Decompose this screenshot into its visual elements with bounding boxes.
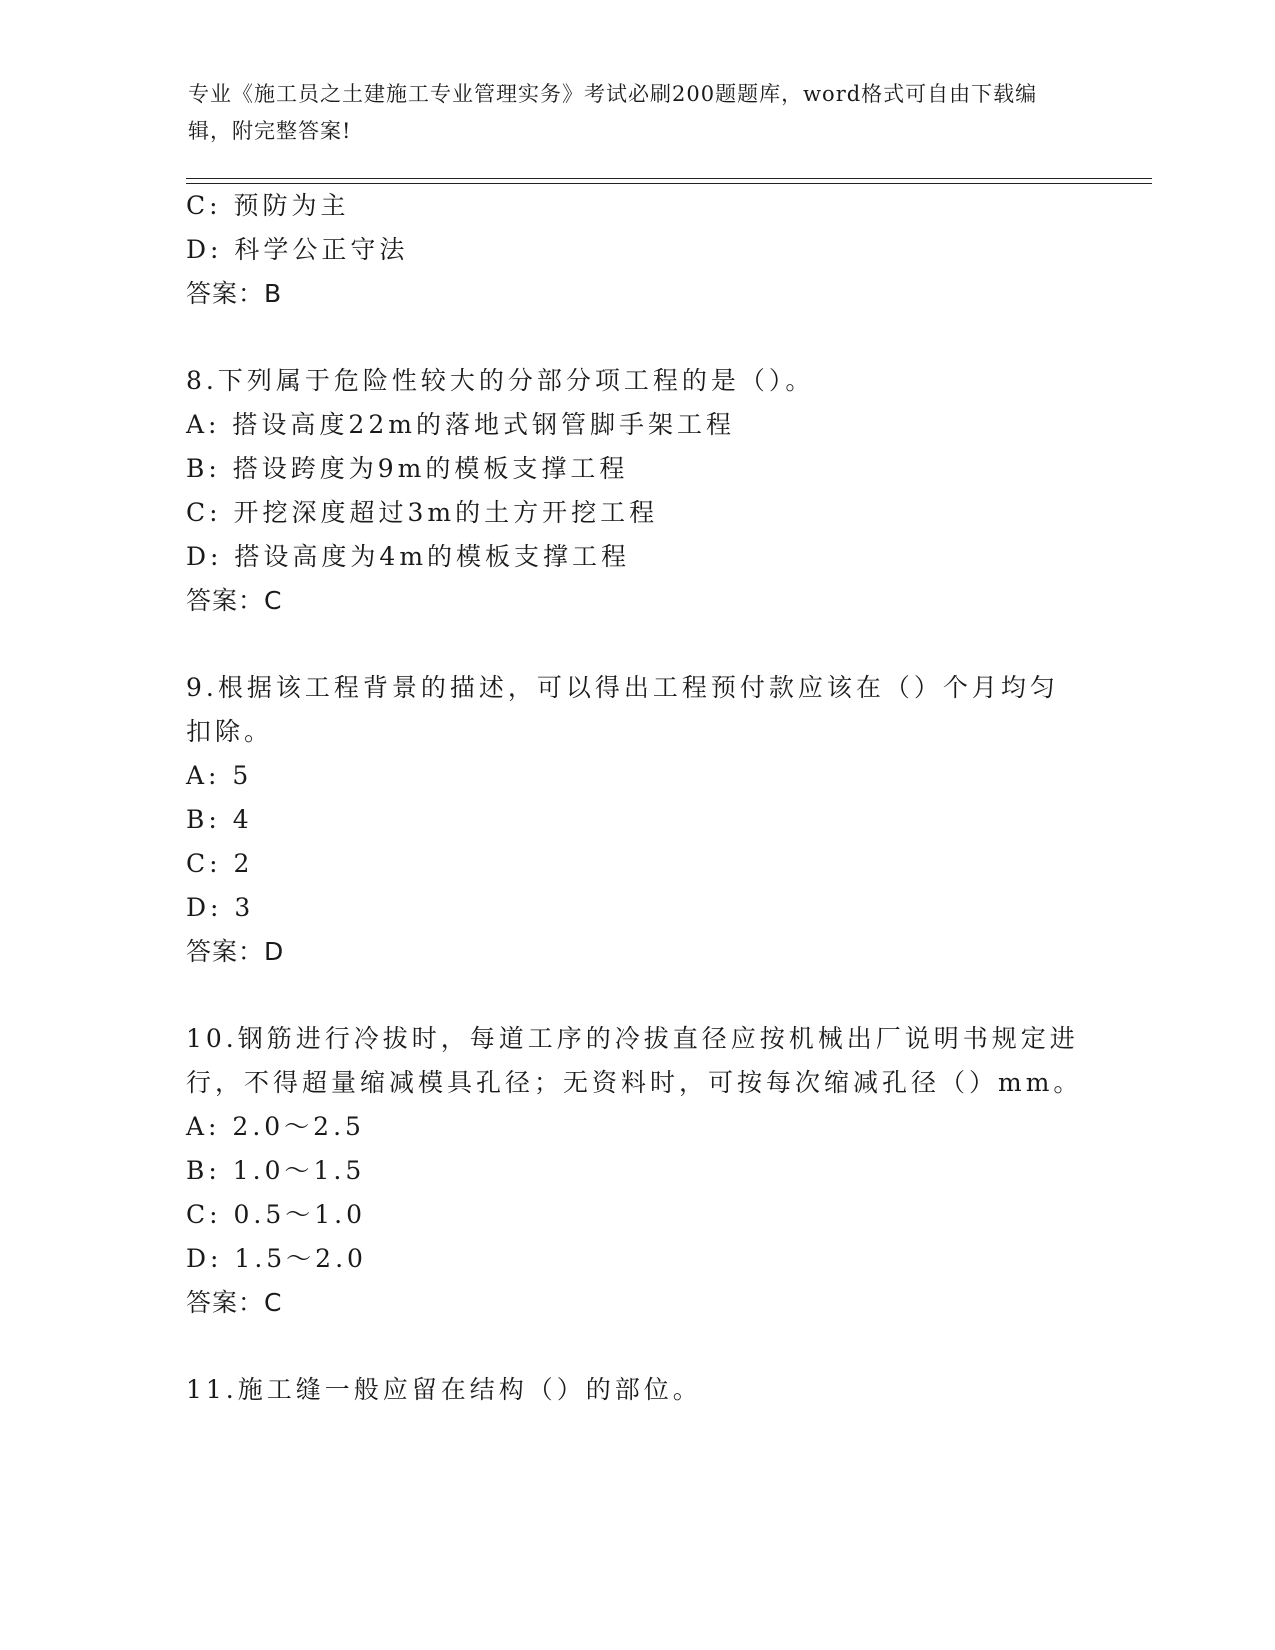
q9-stem-line1: 9.根据该工程背景的描述，可以得出工程预付款应该在（）个月均匀 [186, 673, 1059, 702]
q9-option-c: C: 2 [186, 849, 254, 878]
q8-option-d: D: 搭设高度为4m的模板支撑工程 [186, 542, 631, 571]
q8-option-c: C: 开挖深度超过3m的土方开挖工程 [186, 498, 659, 527]
q8-option-b: B: 搭设跨度为9m的模板支撑工程 [186, 454, 629, 483]
q9-option-d: D: 3 [186, 893, 255, 922]
header-divider-top [186, 178, 1152, 179]
q10-option-c: C: 0.5～1.0 [186, 1200, 367, 1229]
header-divider-bottom [186, 183, 1152, 184]
q8-option-a: A: 搭设高度22m的落地式钢管脚手架工程 [186, 410, 735, 439]
q10-stem-line1: 10.钢筋进行冷拔时，每道工序的冷拔直径应按机械出厂说明书规定进 [186, 1024, 1079, 1053]
page-header: 专业《施工员之土建施工专业管理实务》考试必刷200题题库，word格式可自由下载编辑，附完整答案! [188, 82, 1038, 143]
q9-answer: 答案：D [186, 937, 285, 966]
q7-answer: 答案：B [186, 279, 283, 308]
q10-option-b: B: 1.0～1.5 [186, 1156, 366, 1185]
q8-answer: 答案：C [186, 586, 283, 615]
q7-option-c: C: 预防为主 [186, 191, 350, 220]
q10-stem-line2: 行，不得超量缩减模具孔径；无资料时，可按每次缩减孔径（）mm。 [186, 1068, 1083, 1097]
q10-option-a: A: 2.0～2.5 [186, 1112, 365, 1141]
q9-option-a: A: 5 [186, 761, 253, 790]
q10-option-d: D: 1.5～2.0 [186, 1244, 367, 1273]
q8-stem: 8.下列属于危险性较大的分部分项工程的是（）。 [186, 366, 815, 395]
q7-option-d: D: 科学公正守法 [186, 235, 409, 264]
q11-stem: 11.施工缝一般应留在结构（）的部位。 [186, 1375, 702, 1404]
q10-answer: 答案：C [186, 1288, 283, 1317]
q9-stem-line2: 扣除。 [186, 717, 274, 746]
q9-option-b: B: 4 [186, 805, 253, 834]
